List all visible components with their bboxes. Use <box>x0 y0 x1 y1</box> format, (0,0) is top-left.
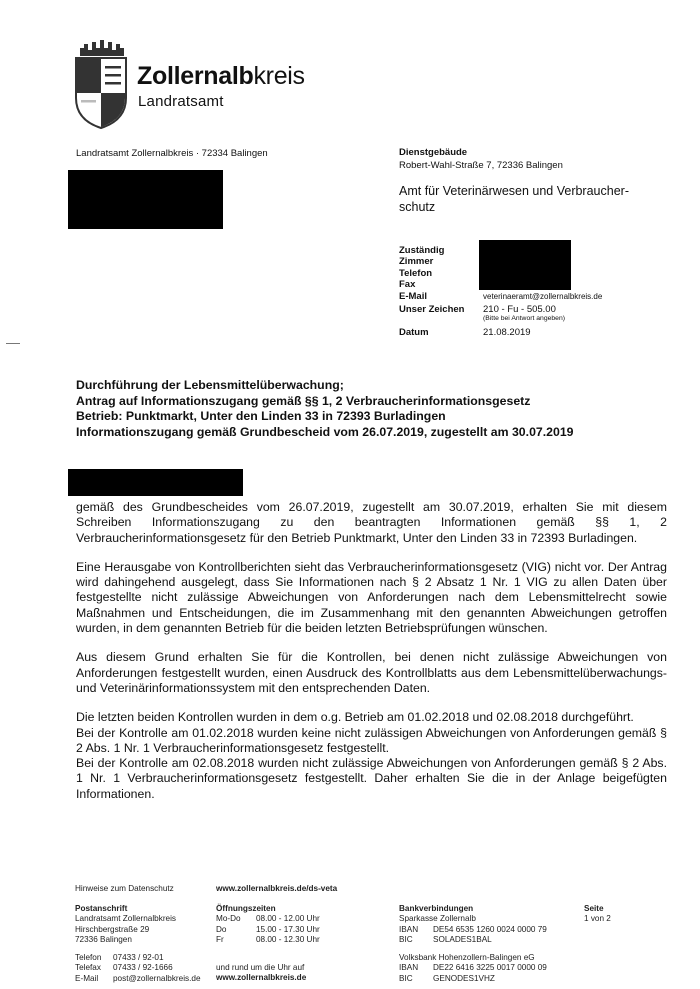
coat-of-arms-icon <box>74 40 128 130</box>
brand-name-bold: Zollernalb <box>137 62 254 90</box>
hours-day: Fr <box>216 935 224 945</box>
bank-title: Bankverbindungen <box>399 904 474 913</box>
hours-row <box>216 914 320 924</box>
online-access <box>216 963 306 984</box>
phone-value: 07433 / 92-1666 <box>113 963 173 973</box>
phone-row <box>75 963 201 973</box>
bank-iban-row <box>399 963 547 973</box>
bank-details <box>399 904 547 946</box>
privacy-label: Hinweise zum Datenschutz <box>75 884 174 893</box>
phone-label: Telefon <box>75 953 102 962</box>
bic-label: BIC <box>399 973 413 983</box>
bic-value: GENODES1VHZ <box>433 973 495 983</box>
bank-iban-row <box>399 925 547 935</box>
brand-name-rest: kreis <box>253 62 305 90</box>
subject-line: Antrag auf Informationszugang gemäß §§ 1, 2 Verbraucherinformationsgesetz <box>76 393 531 408</box>
body-paragraph: Die letzten beiden Kontrollen wurden in dem o.g. Betrieb am 01.02.2018 und 02.08.2018 durchgeführt. <box>76 710 634 725</box>
contact-label: Zimmer <box>399 256 434 268</box>
building-address: Robert-Wahl-Straße 7, 72336 Balingen <box>399 160 563 171</box>
subject-line: Durchführung der Lebensmittelüberwachung; <box>76 378 344 392</box>
phone-label: Telefax <box>75 963 101 973</box>
body-paragraph: Aus diesem Grund erhalten Sie für die Kontrollen, bei denen nicht zulässige Abweichungen von Anforderungen festgestellt wurden, einen Ausdruck des Kontrollblatts aus dem Lebensmittelüberwachungs- und Veterinärinformationssystem mit den entsprechenden Daten. <box>76 650 667 695</box>
hours-row <box>216 925 320 935</box>
phone-label: E-Mail <box>75 973 99 983</box>
department-line-1: Amt für Veterinärwesen und Verbraucher- <box>399 184 629 198</box>
subject <box>76 378 574 440</box>
iban-label: IBAN <box>399 963 419 973</box>
bank-name: Volksbank Hohenzollern-Balingen eG <box>399 953 535 962</box>
page-indicator <box>584 904 611 925</box>
iban-value: DE22 6416 3225 0017 0000 09 <box>433 963 547 973</box>
page-value: 1 von 2 <box>584 914 611 924</box>
bic-label: BIC <box>399 935 413 945</box>
contact-email[interactable]: veterinaeramt@zollernalbkreis.de <box>483 292 603 301</box>
bank-details-2 <box>399 953 547 984</box>
subject-line: Betrieb: Punktmarkt, Unter den Linden 33 in 72393 Burladingen <box>76 409 446 423</box>
hours-time: 08.00 - 12.00 Uhr <box>256 914 320 924</box>
phone-value: 07433 / 92-01 <box>113 953 164 962</box>
postal-line: Landratsamt Zollernalbkreis <box>75 914 177 924</box>
bank-name: Sparkasse Zollernalb <box>399 914 476 924</box>
contact-label: Telefon <box>399 267 433 279</box>
iban-label: IBAN <box>399 924 419 934</box>
hours-day: Mo-Do <box>216 914 241 924</box>
reference-note: (Bitte bei Antwort angeben) <box>483 315 565 322</box>
redacted-recipient <box>68 170 223 229</box>
postal-line: 72336 Balingen <box>75 935 132 945</box>
page-label: Seite <box>584 904 604 913</box>
bank-bic-row <box>399 974 547 984</box>
hours-row <box>216 935 320 945</box>
contact-label: E-Mail <box>399 290 427 302</box>
postal-address <box>75 904 176 946</box>
logo <box>74 40 334 130</box>
subject-line: Informationszugang gemäß Grundbescheid vom 26.07.2019, zugestellt am 30.07.2019 <box>76 424 574 439</box>
redacted-salutation <box>68 469 243 496</box>
opening-hours <box>216 904 320 946</box>
always-url[interactable]: www.zollernalbkreis.de <box>216 973 307 983</box>
building-label: Dienstgebäude <box>399 147 468 158</box>
iban-value: DE54 6535 1260 0024 0000 79 <box>433 924 547 934</box>
contact-labels <box>399 245 444 302</box>
letter-body <box>76 500 667 802</box>
phone-value[interactable]: post@zollernalbkreis.de <box>113 973 201 983</box>
reference-value: 210 - Fu - 505.00 <box>483 304 556 315</box>
bic-value: SOLADES1BAL <box>433 935 492 945</box>
bank-bic-row <box>399 935 547 945</box>
phone-row <box>75 953 201 963</box>
hours-title: Öffnungszeiten <box>216 904 276 913</box>
contact-label: Zuständig <box>399 245 445 256</box>
hours-day: Do <box>216 924 227 934</box>
phone-row <box>75 974 201 984</box>
department <box>399 183 629 215</box>
redacted-contact <box>479 240 571 290</box>
hours-time: 08.00 - 12.30 Uhr <box>256 935 320 945</box>
brand-name <box>137 62 305 91</box>
reference-label: Unser Zeichen <box>399 304 465 315</box>
postal-line: Hirschbergstraße 29 <box>75 924 150 934</box>
phone-contacts <box>75 953 201 984</box>
hours-time: 15.00 - 17.30 Uhr <box>256 924 320 934</box>
fold-mark <box>6 343 20 344</box>
body-paragraph: Eine Herausgabe von Kontrollberichten sieht das Verbraucherinformationsgesetz (VIG) nicht vor. Der Antrag wird dahingehend ausgelegt, dass Sie Informationen nach § 2 Absatz 1 Nr. 1 VIG zu allen Daten über festgestellte nicht zulässige Abweichungen von Anforderungen nach dem Lebensmittelrecht sowie Maßnahmen und Entscheidungen, die im Zusammenhang mit den genannten Abweichungen getroffen wurden, in dem genannten Betrieb für die beiden letzten Betriebsprüfungen wünschen. <box>76 559 667 636</box>
body-paragraph: Bei der Kontrolle am 02.08.2018 wurden nicht zulässige Abweichungen von Anforderungen gemäß § 2 Abs. 1 Nr. 1 Verbraucherinformationsgesetz festgestellt. Daher erhalten Sie die in der Anlage beigefügten Informationen. <box>76 756 667 801</box>
privacy-url[interactable]: www.zollernalbkreis.de/ds-veta <box>216 884 338 893</box>
contact-label: Fax <box>399 279 416 291</box>
sender-line: Landratsamt Zollernalbkreis · 72334 Balingen <box>76 148 268 159</box>
date-value: 21.08.2019 <box>483 327 531 338</box>
date-label: Datum <box>399 327 429 338</box>
brand-subtitle: Landratsamt <box>138 93 224 110</box>
body-paragraph: gemäß des Grundbescheides vom 26.07.2019, zugestellt am 30.07.2019, erhalten Sie mit diesem Schreiben Informationszugang zu den beantragten Informationen gemäß §§ 1, 2 Verbraucherinformationsgesetz für den Betrieb Punktmarkt, Unter den Linden 33 in 72393 Burladingen. <box>76 500 667 545</box>
always-text: und rund um die Uhr auf <box>216 963 305 972</box>
postal-title: Postanschrift <box>75 904 128 913</box>
body-paragraph: Bei der Kontrolle am 01.02.2018 wurden keine nicht zulässigen Abweichungen von Anforderungen gemäß § 2 Abs. 1 Nr. 1 Verbraucherinformationsgesetz festgestellt. <box>76 725 667 755</box>
department-line-2: schutz <box>399 200 436 214</box>
